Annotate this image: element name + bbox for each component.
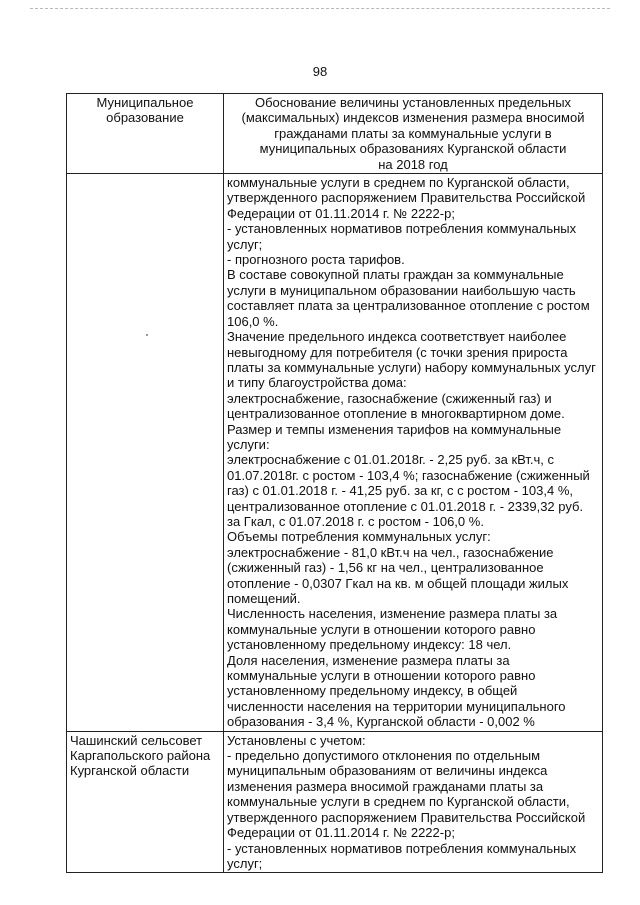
header-municipality [67,94,224,174]
header-line: муниципальных образованиях Курганской области [259,141,567,157]
justification-line: - установленных нормативов потребления коммунальных [227,221,577,237]
justification-line: электроснабжение - 81,0 кВт.ч на чел., газоснабжение [227,544,554,560]
justification-line: коммунальные услуги в среднем по Курганской области, [227,794,570,810]
justification-line: установленному предельному индексу: 18 чел. [227,637,512,653]
header-justification [224,94,603,174]
justification-line: установленному предельному индексу, в общей [227,683,518,699]
justification-line: Федерации от 01.11.2014 г. № 2222-р; [227,205,455,221]
justification-line: услуг; [227,236,263,252]
justification-line: и типу благоустройства дома: [227,375,407,391]
justification-line: электроснабжение, газоснабжение (сжиженный газ) и [227,390,552,406]
table-row [67,174,603,732]
justification-line: изменения размера вносимой гражданами платы за [227,778,544,794]
justification-line: - предельно допустимого отклонения по отдельным [227,748,541,764]
justification-line: - установленных нормативов потребления коммунальных [227,840,577,856]
scan-speck [146,334,148,336]
justification-line: коммунальные услуги в среднем по Курганской области, [227,175,570,191]
header-line: на 2018 год [378,156,448,172]
justification-line: - прогнозного роста тарифов. [227,252,405,268]
table-row [67,731,603,873]
justification-line: коммунальные услуги в отношении которого равно [227,621,536,637]
justification-line: услуги: [227,436,270,452]
justification-line: централизованное отопление с 01.01.2018 г. - 2339,32 руб. [227,498,584,514]
justification-line: Доля населения, изменение размера платы за [227,652,510,668]
justification-line: услуги в муниципальном образовании наибольшую часть [227,282,576,298]
justification-line: 106,0 %. [227,313,279,329]
justification-line: В составе совокупной платы граждан за коммунальные [227,267,564,283]
justification-line: Федерации от 01.11.2014 г. № 2222-р; [227,825,455,841]
justification-line: составляет плата за централизованное отопление с ростом [227,298,590,314]
justification-line: отопление - 0,0307 Гкал на кв. м общей площади жилых [227,575,569,591]
justification-line: (сжиженный газ) - 1,56 кг на чел., централизованное [227,560,544,576]
municipality-cell [67,174,224,732]
header-line: Обоснование величины установленных предельных [254,95,572,110]
justification-line: утвержденного распоряжением Правительства Российской [227,809,586,825]
justification-line: услуг; [227,855,263,871]
header-line: (максимальных) индексов изменения размера вносимой [241,110,585,126]
justification-line: утвержденного распоряжением Правительства Российской [227,190,586,206]
tariff-justification-table [66,93,603,873]
justification-line: газ) с 01.01.2018 г. - 41,25 руб. за кг, с с ростом - 103,4 %, [227,483,573,499]
justification-line: за Гкал, с 01.07.2018 г. с ростом - 106,0 %. [227,513,484,529]
table-header-row [67,94,603,174]
justification-line: 01.07.2018г. с ростом - 103,4 %; газоснабжение (сжиженный [227,467,590,483]
municipality-line: Каргапольского района [70,748,211,764]
header-line: образование [106,110,184,126]
justification-line: численности населения на территории муниципального [227,698,566,714]
header-line: гражданами платы за коммунальные услуги в [274,125,552,141]
page-number: 98 [312,64,328,79]
scan-edge-line [30,8,610,11]
justification-line: Установлены с учетом: [227,732,366,748]
justification-cell [224,174,603,732]
municipality-line: Чашинский сельсовет [70,732,203,748]
municipality-line: Курганской области [70,763,190,779]
justification-cell [224,731,603,873]
justification-line: централизованное отопление в многоквартирном доме. [227,406,565,422]
justification-line: муниципальным образованиям от величины индекса [227,763,548,779]
header-line: Муниципальное [96,95,194,110]
justification-line: Объемы потребления коммунальных услуг: [227,529,491,545]
justification-line: Численность населения, изменение размера платы за [227,606,558,622]
justification-line: платы за коммунальные услуги) набору коммунальных услуг [227,359,596,375]
justification-line: коммунальные услуги в отношении которого равно [227,668,536,684]
justification-line: образования - 3,4 %, Курганской области - 0,002 % [227,714,535,730]
justification-line: электроснабжение с 01.01.2018г. - 2,25 руб. за кВт.ч, с [227,452,554,468]
justification-line: Значение предельного индекса соответствует наиболее [227,329,567,345]
municipality-cell [67,731,224,873]
justification-line: помещений. [227,591,301,606]
justification-line: Размер и темпы изменения тарифов на коммунальные [227,421,562,437]
justification-line: невыгодному для потребителя (с точки зрения прироста [227,344,568,360]
